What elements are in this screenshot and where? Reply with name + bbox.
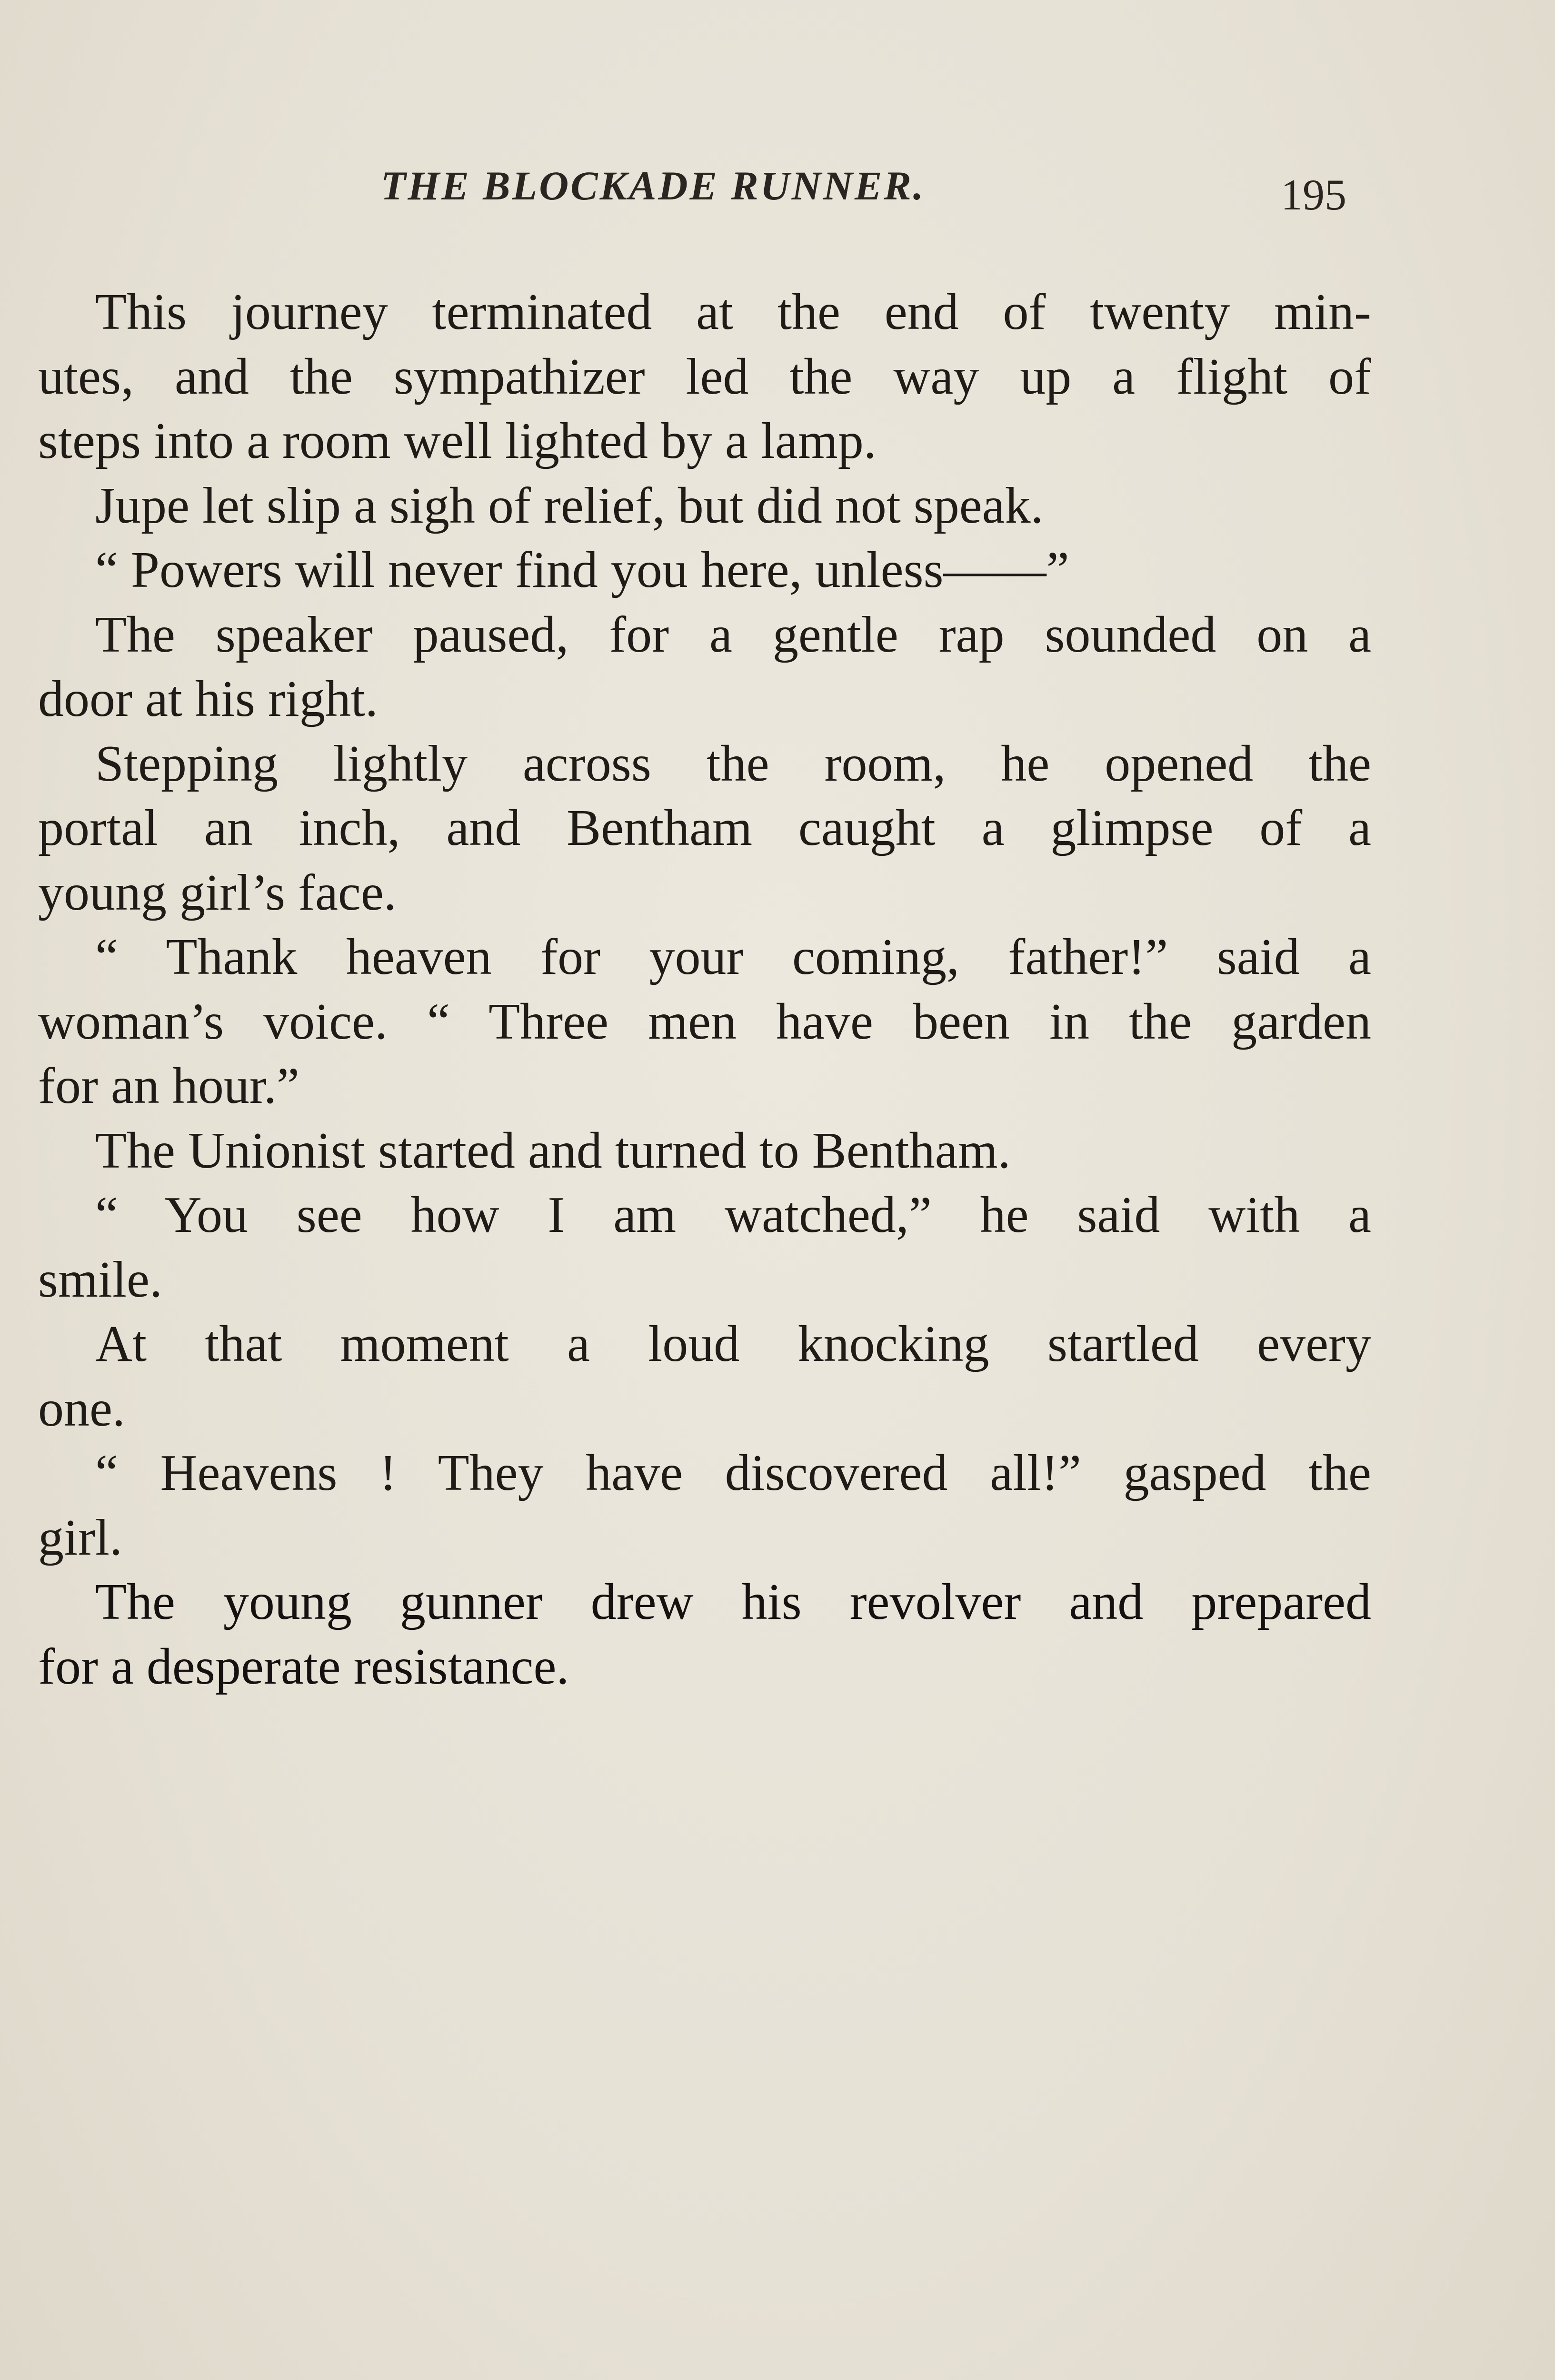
text-line: woman’s voice. “ Three men have been in the garden — [38, 993, 1371, 1050]
text-line: Jupe let slip a sigh of relief, but did not speak. — [95, 477, 1044, 534]
text-line: “ You see how I am watched,” he said with a — [95, 1187, 1371, 1243]
text-line: “ Heavens ! They have discovered all!” gasped the — [95, 1445, 1371, 1501]
text-line: The Unionist started and turned to Bentham. — [95, 1122, 1011, 1179]
text-line: young girl’s face. — [38, 864, 397, 921]
text-line: The young gunner drew his revolver and prepared — [95, 1574, 1371, 1630]
text-line: one. — [38, 1380, 125, 1437]
text-line: “ Powers will never find you here, unless——” — [95, 542, 1069, 598]
text-line: portal an inch, and Bentham caught a glimpse of a — [38, 800, 1371, 856]
page-number: 195 — [1281, 170, 1346, 219]
text-line: “ Thank heaven for your coming, father!” said a — [95, 929, 1371, 985]
text-line: girl. — [38, 1509, 122, 1566]
text-line: This journey terminated at the end of twenty min- — [95, 284, 1371, 340]
body-text — [38, 280, 1371, 1699]
text-line: for an hour.” — [38, 1058, 299, 1114]
text-line: door at his right. — [38, 671, 378, 727]
text-line: The speaker paused, for a gentle rap sounded on a — [95, 606, 1371, 663]
text-line: smile. — [38, 1251, 162, 1308]
running-head: THE BLOCKADE RUNNER. — [381, 163, 926, 208]
text-line: steps into a room well lighted by a lamp. — [38, 413, 877, 469]
text-line: Stepping lightly across the room, he opened the — [95, 735, 1371, 792]
text-line: for a desperate resistance. — [38, 1638, 569, 1695]
text-line: utes, and the sympathizer led the way up a flight of — [38, 348, 1371, 405]
text-line: At that moment a loud knocking startled every — [95, 1316, 1371, 1372]
